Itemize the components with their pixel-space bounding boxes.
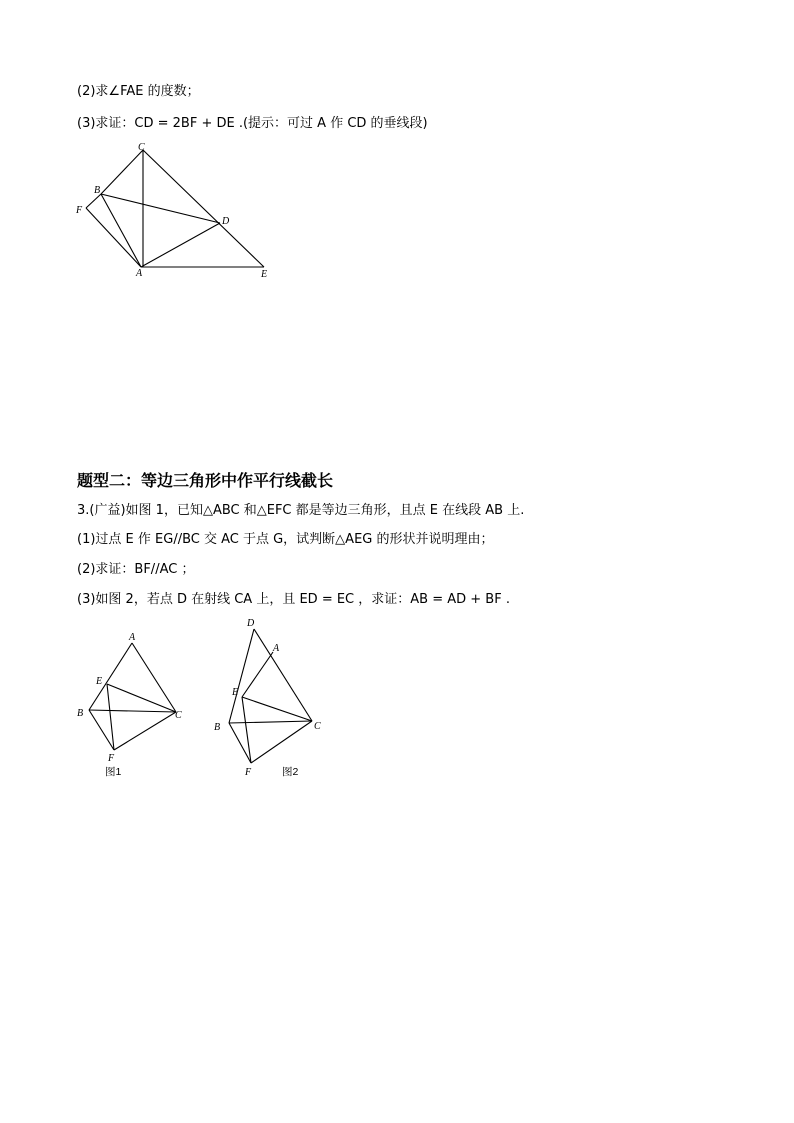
label-A: A bbox=[136, 268, 143, 279]
fig2-label-D: D bbox=[247, 618, 255, 629]
question-2-part-2: (2)求∠FAE 的度数； bbox=[77, 84, 200, 99]
section-heading: 题型二：等边三角形中作平行线截长 bbox=[77, 471, 334, 490]
fig2-label-B: B bbox=[214, 722, 221, 733]
fig1-label-C: C bbox=[175, 710, 182, 721]
fig1-label-F: F bbox=[108, 753, 115, 764]
fig1-label-E: E bbox=[96, 676, 103, 687]
fig2-label-E: E bbox=[232, 687, 239, 698]
fig1-caption: 图1 bbox=[105, 766, 122, 778]
fig2-label-F: F bbox=[245, 767, 252, 778]
label-E: E bbox=[261, 269, 268, 280]
fig2-segment-BC bbox=[229, 721, 312, 723]
fig2-segment-BF bbox=[229, 723, 251, 763]
label-D: D bbox=[222, 216, 230, 227]
question-2-part-3: (3)求证：CD = 2BF + DE .(提示：可过 A 作 CD 的垂线段) bbox=[77, 116, 428, 131]
label-C: C bbox=[138, 142, 145, 153]
question-3-part-3: (3)如图 2，若点 D 在射线 CA 上，且 ED = EC ，求证：AB = AD + BF . bbox=[77, 592, 510, 607]
fig2-label-C: C bbox=[314, 721, 321, 732]
fig2-caption: 图2 bbox=[282, 766, 299, 778]
label-F: F bbox=[76, 205, 83, 216]
question-3-part-1: (1)过点 E 作 EG//BC 交 AC 于点 G，试判断△AEG 的形状并说明理由； bbox=[77, 532, 494, 547]
fig2-segment-EC bbox=[242, 697, 312, 721]
question-3-intro: 3.(广益)如图 1，已知△ABC 和△EFC 都是等边三角形，且点 E 在线段 AB 上. bbox=[77, 503, 525, 518]
fig2-segment-EF bbox=[242, 697, 251, 763]
fig1-label-A: A bbox=[129, 632, 136, 643]
fig2-label-A: A bbox=[273, 643, 280, 654]
fig2-segment-DC bbox=[254, 629, 312, 721]
fig2-segment-DB bbox=[229, 629, 254, 723]
label-B: B bbox=[94, 185, 101, 196]
fig2-segment-CF bbox=[251, 721, 312, 763]
question-3-part-2: (2)求证：BF//AC ； bbox=[77, 562, 195, 577]
fig1-label-B: B bbox=[77, 708, 84, 719]
